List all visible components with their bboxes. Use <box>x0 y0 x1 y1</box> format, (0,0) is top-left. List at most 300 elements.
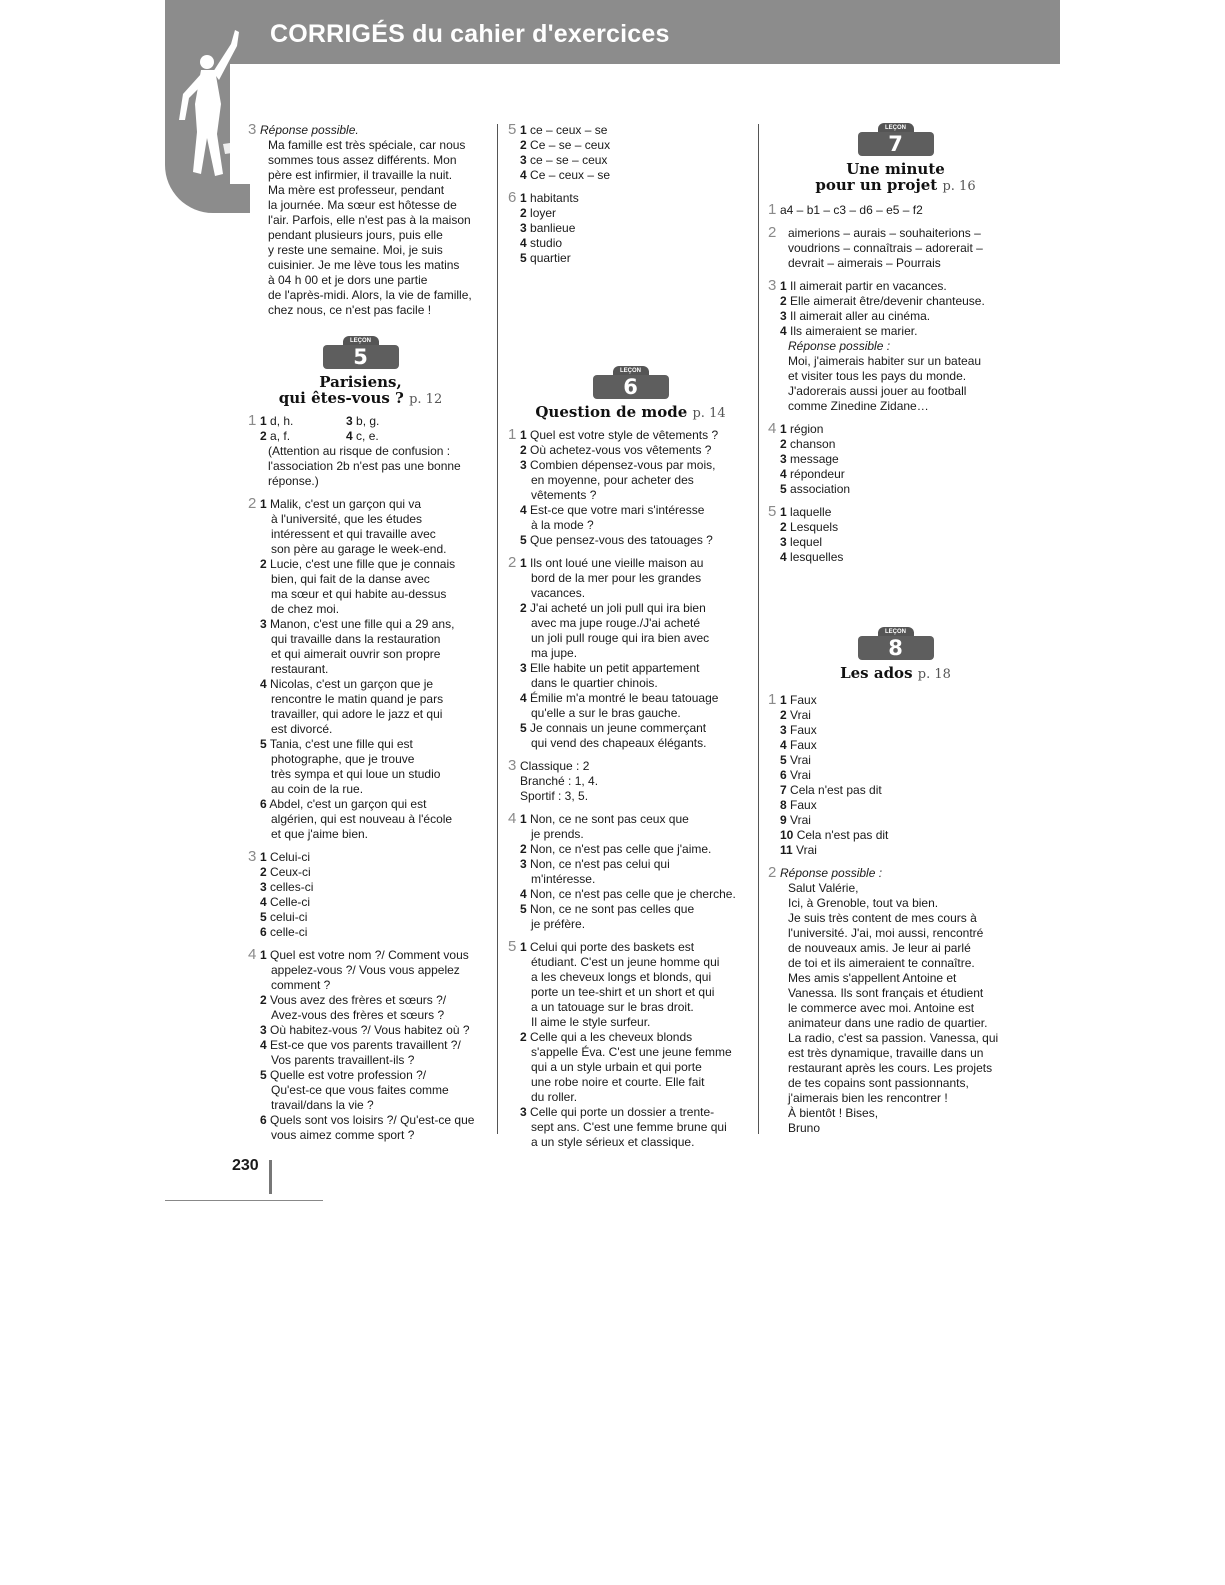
text-line: ma jupe. <box>531 646 578 660</box>
column-divider-1 <box>497 124 498 1134</box>
column-2 <box>508 123 753 1158</box>
exercise-5b <box>508 940 753 1150</box>
answer-item <box>520 458 753 503</box>
exercise-4 <box>768 422 1023 497</box>
exercise-4 <box>508 812 753 932</box>
answer-item <box>780 738 1023 753</box>
lesson-title-line-2: qui êtes-vous ? <box>278 389 404 407</box>
answer-item <box>260 497 493 557</box>
footer-rule <box>165 1200 323 1201</box>
exercise-1b <box>768 693 1023 858</box>
text-line: cuisinier. Je me lève tous les matins <box>268 258 460 272</box>
column-3 <box>768 123 1023 1144</box>
text-line: (Attention au risque de confusion : <box>268 444 451 458</box>
item-text: ce – ceux – se <box>530 123 608 137</box>
answer-item <box>780 768 1023 783</box>
numbered-items <box>508 812 753 932</box>
text-line: photographe, que je trouve <box>271 752 415 766</box>
text-line: Moi, j'aimerais habiter sur un bateau <box>788 354 982 368</box>
exercise-2 <box>248 497 493 842</box>
item-number: 3 <box>260 880 267 894</box>
text-line: Avez-vous des frères et sœurs ? <box>271 1008 445 1022</box>
exercise-number: 5 <box>508 121 517 138</box>
text-line <box>260 993 493 1008</box>
answer-item <box>520 857 753 887</box>
answer-item <box>260 617 493 677</box>
item-text: Il aimerait partir en vacances. <box>790 279 947 293</box>
label: Réponse possible : <box>780 866 883 880</box>
item-text: lesquelles <box>790 550 844 564</box>
item-text: habitants <box>530 191 579 205</box>
item-text: J'ai acheté un joli pull qui ira bien <box>530 601 706 615</box>
numbered-items <box>508 123 753 183</box>
answer-item <box>520 1105 753 1150</box>
answer-item <box>520 221 753 236</box>
text-line: J'adorerais aussi jouer au football <box>788 384 967 398</box>
item-number: 1 <box>780 279 787 293</box>
text-line: a les cheveux longs et blonds, qui <box>531 970 712 984</box>
answer-item <box>780 324 1023 339</box>
item-number: 11 <box>780 843 793 857</box>
exercise-number: 2 <box>768 864 777 881</box>
item-text: Lucie, c'est une fille que je connais <box>270 557 456 571</box>
answer-item <box>260 557 493 617</box>
column-1 <box>248 123 493 1151</box>
answer-lines <box>768 226 1023 271</box>
exercise-number: 1 <box>248 412 257 429</box>
lesson-page: p. 12 <box>409 392 443 407</box>
item-text: Faux <box>790 723 817 737</box>
page-title: CORRIGÉS du cahier d'exercices <box>270 20 670 48</box>
item-number: 3 <box>780 535 787 549</box>
answer-item <box>520 168 753 183</box>
answer-item <box>260 850 493 865</box>
item-number: 6 <box>260 925 267 939</box>
item-text: Non, ce ne sont pas celles que <box>530 902 695 916</box>
lesson-number: 7 <box>858 132 934 156</box>
item-number: 2 <box>260 557 267 571</box>
text-line <box>260 1113 493 1128</box>
item-text: celui-ci <box>270 910 308 924</box>
item-text: laquelle <box>790 505 832 519</box>
answer-item <box>520 812 753 842</box>
text-line: La radio, c'est sa passion. Vanessa, qui <box>788 1031 999 1045</box>
item-text: Où achetez-vous vos vêtements ? <box>530 443 712 457</box>
answer-item <box>260 895 493 910</box>
text-line: animateur dans une radio de quartier. <box>788 1016 988 1030</box>
answer-item <box>520 236 753 251</box>
lesson-title <box>508 404 753 422</box>
answer-item <box>520 902 753 932</box>
answer-item <box>520 887 753 902</box>
exercise-1 <box>508 428 753 548</box>
text-line: ma sœur et qui habite au-dessus <box>271 587 447 601</box>
item-number: 5 <box>260 910 267 924</box>
lesson-title-text: Question de mode <box>535 403 688 421</box>
item-number: 1 <box>780 505 787 519</box>
numbered-items <box>248 948 493 1143</box>
text-line: À bientôt ! Bises, <box>788 1106 879 1120</box>
exercise-3 <box>248 850 493 940</box>
text-line: étudiant. C'est un jeune homme qui <box>531 955 720 969</box>
text-line: Bruno <box>788 1121 821 1135</box>
item-text: Ce – ceux – se <box>530 168 611 182</box>
item-number: 3 <box>260 1023 267 1037</box>
item-number: 3 <box>780 309 787 323</box>
exercise-number: 4 <box>248 946 257 963</box>
item-number: 1 <box>520 191 527 205</box>
answer-item <box>780 828 1023 843</box>
exercise-number: 5 <box>508 938 517 955</box>
answer-text: a4 – b1 – c3 – d6 – e5 – f2 <box>780 203 923 217</box>
item-text: Cela n'est pas dit <box>790 783 882 797</box>
text-line <box>260 1068 493 1083</box>
page-number: 230 <box>232 1157 259 1174</box>
text-line: sept ans. C'est une femme brune qui <box>531 1120 727 1134</box>
item-number: 4 <box>260 895 267 909</box>
note <box>248 444 493 489</box>
answer-item <box>520 503 753 533</box>
text-line: Branché : 1, 4. <box>520 774 599 788</box>
text-line: et que j'aime bien. <box>271 827 369 841</box>
numbered-items <box>508 940 753 1150</box>
item-text: quartier <box>530 251 571 265</box>
item-text: Quel est votre style de vêtements ? <box>530 428 719 442</box>
text-line: qui a un style urbain et qui porte <box>531 1060 702 1074</box>
item-text: Celui qui porte des baskets est <box>530 940 695 954</box>
text-line <box>260 497 493 512</box>
answer-item <box>520 1030 753 1105</box>
item-text: Malik, c'est un garçon qui va <box>270 497 422 511</box>
text-line <box>520 721 753 736</box>
text-line: vacances. <box>531 586 586 600</box>
text-line: y reste une semaine. Moi, je suis <box>268 243 443 257</box>
item-number: 4 <box>520 691 527 705</box>
label: Réponse possible : <box>788 339 891 353</box>
exercise-1 <box>248 414 493 489</box>
item-number: 1 <box>780 422 787 436</box>
item-number: 2 <box>260 993 267 1007</box>
item-number: 6 <box>780 768 787 782</box>
item-number: 3 <box>520 1105 527 1119</box>
text-line: Ici, à Grenoble, tout va bien. <box>788 896 939 910</box>
text-line <box>260 797 493 812</box>
text-line <box>520 443 753 458</box>
item-text: Celui-ci <box>270 850 311 864</box>
text-line: réponse.) <box>268 474 319 488</box>
text-line: Je suis très content de mes cours à <box>788 911 977 925</box>
text-line: m'intéresse. <box>531 872 596 886</box>
numbered-items <box>508 556 753 751</box>
text-line <box>520 902 753 917</box>
item-text: Nicolas, c'est un garçon que je <box>270 677 434 691</box>
text-line: Salut Valérie, <box>788 881 859 895</box>
lesson-badge <box>858 627 934 659</box>
text-line: sommes tous assez différents. Mon <box>268 153 457 167</box>
answer-item <box>780 550 1023 565</box>
item-text: c, e. <box>356 429 379 443</box>
item-text: Cela n'est pas dit <box>796 828 889 842</box>
exercise-3 <box>508 759 753 804</box>
exercise-number: 6 <box>508 189 517 206</box>
lesson-page: p. 14 <box>692 406 726 421</box>
lesson-tab: LEÇON <box>878 123 914 133</box>
text-line: pendant plusieurs jours, puis elle <box>268 228 443 242</box>
numbered-items <box>768 279 1023 339</box>
pair-row-2 <box>248 429 493 444</box>
text-line <box>520 1030 753 1045</box>
exercise-number: 2 <box>508 554 517 571</box>
item-text: Celle qui porte un dossier a trente- <box>530 1105 715 1119</box>
text-line: Ma mère est professeur, pendant <box>268 183 445 197</box>
item-number: 2 <box>260 865 267 879</box>
item-text: Je connais un jeune commerçant <box>530 721 707 735</box>
exercise-3-intro <box>248 123 493 318</box>
answer-item <box>260 1113 493 1143</box>
item-text: lequel <box>790 535 823 549</box>
exercise-5 <box>768 505 1023 565</box>
text-line <box>260 677 493 692</box>
item-text: Manon, c'est une fille qui a 29 ans, <box>270 617 455 631</box>
text-line <box>260 948 493 963</box>
lesson-title <box>768 161 1023 195</box>
numbered-items <box>768 422 1023 497</box>
label: Réponse possible. <box>260 123 359 137</box>
answer-item <box>520 940 753 1030</box>
answer-item <box>260 1038 493 1068</box>
text-line: de l'après-midi. Alors, la vie de famille, <box>268 288 472 302</box>
text-line: et visiter tous les pays du monde. <box>788 369 967 383</box>
item-text: Quels sont vos loisirs ?/ Qu'est-ce que <box>270 1113 475 1127</box>
text-line: rencontre le matin quand je pars <box>271 692 444 706</box>
answer-item <box>780 437 1023 452</box>
item-text: Est-ce que vos parents travaillent ?/ <box>270 1038 461 1052</box>
item-text: répondeur <box>790 467 845 481</box>
item-number: 1 <box>520 556 527 570</box>
text-line: j'aimerais bien les rencontrer ! <box>788 1091 948 1105</box>
text-line: intéressent et qui travaille avec <box>271 527 436 541</box>
item-text: Émilie m'a montré le beau tatouage <box>530 691 719 705</box>
item-text: message <box>790 452 839 466</box>
text-line: qui vend des chapeaux élégants. <box>531 736 707 750</box>
exercise-number: 2 <box>768 224 777 241</box>
item-number: 2 <box>780 520 787 534</box>
item-number: 5 <box>520 533 527 547</box>
answer-item <box>780 309 1023 324</box>
text-line: son père au garage le week-end. <box>271 542 447 556</box>
text-line: du roller. <box>531 1090 578 1104</box>
item-text: celle-ci <box>270 925 308 939</box>
lesson-title-line-1: Une minute <box>846 160 945 178</box>
item-number: 7 <box>780 783 787 797</box>
text-line: restaurant après les cours. Les projets <box>788 1061 993 1075</box>
text-line: dans le quartier chinois. <box>531 676 658 690</box>
lesson-5-heading <box>238 336 483 408</box>
answer-item <box>780 422 1023 437</box>
text-line: très sympa et qui loue un studio <box>271 767 441 781</box>
text-line: le commerce avec moi. Antoine est <box>788 1001 975 1015</box>
column-divider-2 <box>758 124 759 1134</box>
item-text: Celle qui a les cheveux blonds <box>530 1030 693 1044</box>
text-line: à l'université, que les études <box>271 512 423 526</box>
answer-lines <box>508 759 753 804</box>
text-line: voudrions – connaîtrais – adorerait – <box>788 241 983 255</box>
exercise-number: 1 <box>508 426 517 443</box>
text-line: appelez-vous ?/ Vous vous appelez <box>271 963 460 977</box>
answer-item <box>520 601 753 661</box>
text-line: Vanessa. Ils sont français et étudient <box>788 986 984 1000</box>
text-line <box>260 557 493 572</box>
text-line: de nouveaux amis. Je leur ai parlé <box>788 941 971 955</box>
answer-item <box>260 1023 493 1038</box>
text-line: Mes amis s'appellent Antoine et <box>788 971 957 985</box>
page-number-bar <box>269 1160 272 1194</box>
lesson-page: p. 16 <box>942 179 976 194</box>
item-number: 5 <box>520 721 527 735</box>
lesson-6-heading <box>508 366 753 422</box>
lesson-8-heading <box>768 627 1023 683</box>
text-line: a un style sérieux et classique. <box>531 1135 695 1149</box>
answer-item <box>520 556 753 601</box>
text-line: une robe noire et courte. Elle fait <box>531 1075 705 1089</box>
item-number: 1 <box>520 812 527 826</box>
item-number: 1 <box>780 693 787 707</box>
lesson-7-heading <box>768 123 1023 195</box>
text-line: père est infirmier, il travaille la nuit. <box>268 168 453 182</box>
text-line <box>260 1023 493 1038</box>
item-text: Faux <box>790 798 817 812</box>
lesson-title <box>768 665 1023 683</box>
item-number: 5 <box>520 251 527 265</box>
text-line: qu'elle a sur le bras gauche. <box>531 706 681 720</box>
text-line: Classique : 2 <box>520 759 590 773</box>
item-number: 1 <box>260 497 267 511</box>
text-line: est divorcé. <box>271 722 333 736</box>
text-line <box>260 1038 493 1053</box>
answer-item <box>260 880 493 895</box>
answer-item <box>260 797 493 842</box>
text-line <box>260 737 493 752</box>
answer-item <box>520 661 753 691</box>
exercise-5 <box>508 123 753 183</box>
item-number: 3 <box>346 414 353 428</box>
item-text: Vrai <box>796 843 817 857</box>
lesson-tab: LEÇON <box>878 627 914 637</box>
numbered-items <box>768 505 1023 565</box>
text-line: travailler, qui adore le jazz et qui <box>271 707 443 721</box>
exercise-number: 4 <box>768 420 777 437</box>
numbered-items <box>508 191 753 266</box>
answer-item <box>780 783 1023 798</box>
text-line: chez nous, ce n'est pas facile ! <box>268 303 432 317</box>
answer-item <box>780 467 1023 482</box>
lesson-number: 5 <box>323 345 399 369</box>
text-line: Il aime le style surfeur. <box>531 1015 651 1029</box>
text-line: comment ? <box>271 978 331 992</box>
lesson-title-line-2: pour un projet <box>815 176 938 194</box>
text-line: de toi et ils aimeraient te connaître. <box>788 956 975 970</box>
answer-item <box>780 294 1023 309</box>
item-number: 1 <box>520 940 527 954</box>
item-text: Est-ce que votre mari s'intéresse <box>530 503 705 517</box>
answer-item <box>520 123 753 138</box>
item-number: 2 <box>520 443 527 457</box>
item-number: 4 <box>520 887 527 901</box>
exercise-4 <box>248 948 493 1143</box>
item-number: 4 <box>780 324 787 338</box>
lesson-title-text: Les ados <box>840 664 913 682</box>
pair-row-1 <box>248 414 493 429</box>
answer-item <box>260 925 493 940</box>
item-number: 5 <box>260 737 267 751</box>
item-text: chanson <box>790 437 836 451</box>
answer-item <box>520 153 753 168</box>
item-text: Où habitez-vous ?/ Vous habitez où ? <box>270 1023 470 1037</box>
text-line <box>520 556 753 571</box>
exercise-2 <box>768 226 1023 271</box>
answer-item <box>260 948 493 993</box>
item-text: Celle-ci <box>270 895 311 909</box>
answer-item <box>780 535 1023 550</box>
item-text: Combien dépensez-vous par mois, <box>530 458 716 472</box>
text-line: je préfère. <box>531 917 586 931</box>
item-number: 5 <box>260 1068 267 1082</box>
item-number: 4 <box>780 467 787 481</box>
item-text: celles-ci <box>270 880 314 894</box>
item-number: 3 <box>520 153 527 167</box>
answer-item <box>260 737 493 797</box>
exercise-2b <box>768 866 1023 1136</box>
answer-item <box>260 865 493 880</box>
item-text: région <box>790 422 824 436</box>
item-text: banlieue <box>530 221 576 235</box>
lesson-tab: LEÇON <box>343 336 379 346</box>
text-line: un joli pull rouge qui ira bien avec <box>531 631 710 645</box>
text-line: Vos parents travaillent-ils ? <box>271 1053 415 1067</box>
answer-item <box>780 708 1023 723</box>
item-number: 3 <box>520 458 527 472</box>
exercise-number: 2 <box>248 495 257 512</box>
item-number: 4 <box>260 1038 267 1052</box>
item-text: Vous avez des frères et sœurs ?/ <box>270 993 447 1007</box>
item-number: 4 <box>520 503 527 517</box>
answer-item <box>260 993 493 1023</box>
answer-item <box>780 723 1023 738</box>
item-number: 2 <box>520 138 527 152</box>
item-number: 5 <box>780 753 787 767</box>
text-line <box>520 428 753 443</box>
text-line: a un tatouage sur le bras droit. <box>531 1000 694 1014</box>
answer-item <box>520 721 753 751</box>
text-line <box>520 1105 753 1120</box>
item-number: 2 <box>520 601 527 615</box>
answer-item <box>260 677 493 737</box>
numbered-items <box>768 693 1023 858</box>
answer-item <box>780 843 1023 858</box>
answer-item <box>780 482 1023 497</box>
text-line <box>520 503 753 518</box>
answer-item <box>780 520 1023 535</box>
text-line: travail/dans la vie ? <box>271 1098 374 1112</box>
item-text: Non, ce n'est pas celle que je cherche. <box>530 887 736 901</box>
lesson-page: p. 18 <box>917 667 951 682</box>
text-line: vous aimez comme sport ? <box>271 1128 415 1142</box>
item-number: 8 <box>780 798 787 812</box>
item-text: Lesquels <box>790 520 839 534</box>
text-line: je prends. <box>531 827 584 841</box>
text-line: Sportif : 3, 5. <box>520 789 589 803</box>
lesson-badge <box>858 123 934 155</box>
